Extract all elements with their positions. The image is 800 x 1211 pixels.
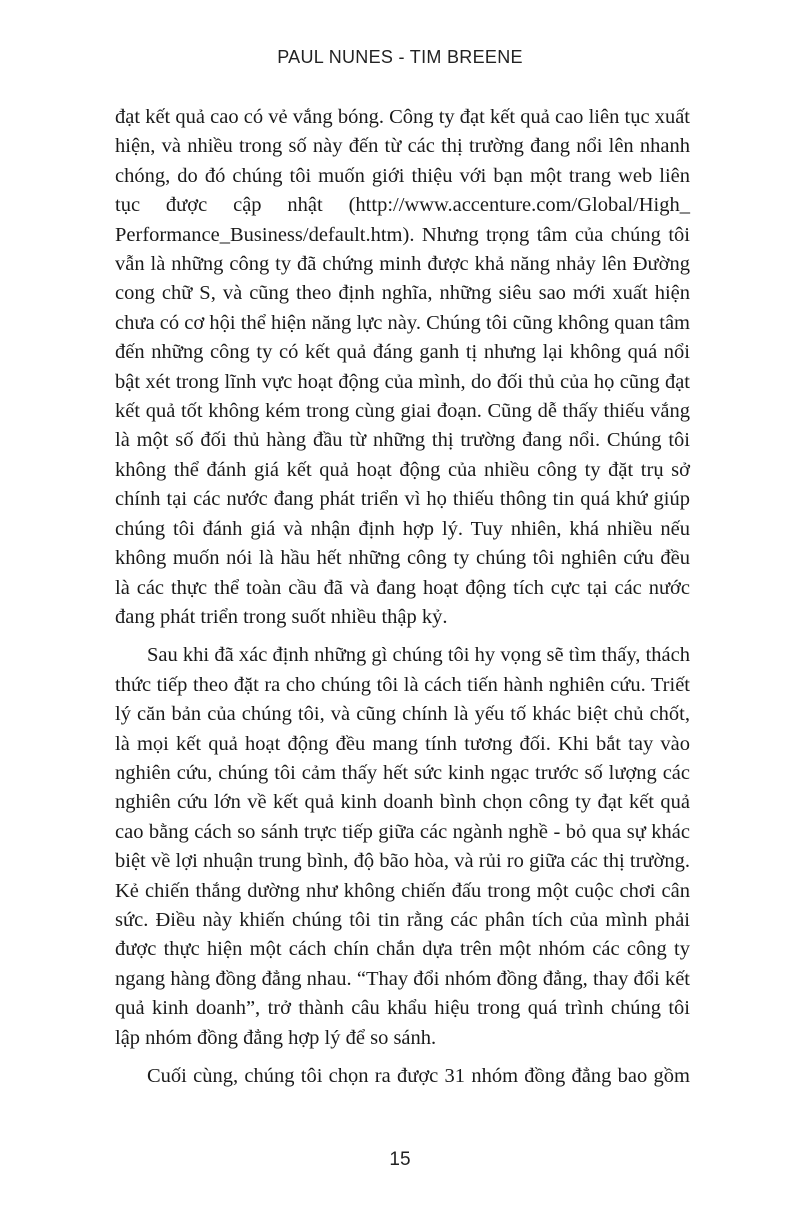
running-header: PAUL NUNES - TIM BREENE	[277, 47, 523, 67]
paragraph-3: Cuối cùng, chúng tôi chọn ra được 31 nhóm đồng đẳng bao gồm	[147, 1065, 690, 1087]
paragraph-1: đạt kết quả cao có vẻ vắng bóng. Công ty đạt kết quả cao liên tục xuất hiện, và nhiều trong số này đến từ các thị trường đang nổi lên nhanh chóng, do đó chúng tôi muốn giới thiệu với bạn một trang web liên tục được cập nhật (http://www.accenture.com/Global/High_ Performance_Business/default.htm). Nhưng trọng tâm của chúng tôi vẫn là những công ty đã chứng minh được khả năng nhảy lên Đường cong chữ S, và cũng theo định nghĩa, những siêu sao mới xuất hiện chưa có cơ hội thể hiện năng lực này. Chúng tôi cũng không quan tâm đến những công ty có kết quả đáng ganh tị nhưng lại không quá nổi bật xét trong lĩnh vực hoạt động của mình, do đối thủ của họ cũng đạt kết quả tốt không kém trong cùng giai đoạn. Cũng dễ thấy thiếu vắng là một số đối thủ hàng đầu từ những thị trường đang nổi. Chúng tôi không thể đánh giá kết quả hoạt động của nhiều công ty đặt trụ sở chính tại các nước đang phát triển vì họ thiếu thông tin quá khứ giúp chúng tôi đánh giá và nhận định hợp lý. Tuy nhiên, khá nhiều nếu không muốn nói là hầu hết những công ty chúng tôi nghiên cứu đều là các thực thể toàn cầu đã và đang hoạt động tích cực tại các nước đang phát triển trong suốt nhiều thập kỷ.	[115, 106, 690, 628]
page-number: 15	[389, 1149, 411, 1170]
body-text	[115, 103, 690, 1091]
paragraph-2: Sau khi đã xác định những gì chúng tôi hy vọng sẽ tìm thấy, thách thức tiếp theo đặt ra cho chúng tôi là cách tiến hành nghiên cứu. Triết lý căn bản của chúng tôi, và cũng chính là yếu tố khác biệt chủ chốt, là mọi kết quả hoạt động đều mang tính tương đối. Khi bắt tay vào nghiên cứu, chúng tôi cảm thấy hết sức kinh ngạc trước số lượng các nghiên cứu lớn về kết quả kinh doanh bình chọn công ty đạt kết quả cao bằng cách so sánh trực tiếp giữa các ngành nghề - bỏ qua sự khác biệt về lợi nhuận trung bình, độ bão hòa, và rủi ro giữa các thị trường. Kẻ chiến thắng dường như không chiến đấu trong một cuộc chơi cân sức. Điều này khiến chúng tôi tin rằng các phân tích của mình phải được thực hiện một cách chín chắn dựa trên một nhóm các công ty ngang hàng đồng đẳng nhau. “Thay đổi nhóm đồng đẳng, thay đổi kết quả kinh doanh”, trở thành câu khẩu hiệu trong quá trình chúng tôi lập nhóm đồng đẳng hợp lý để so sánh.	[115, 644, 690, 1049]
